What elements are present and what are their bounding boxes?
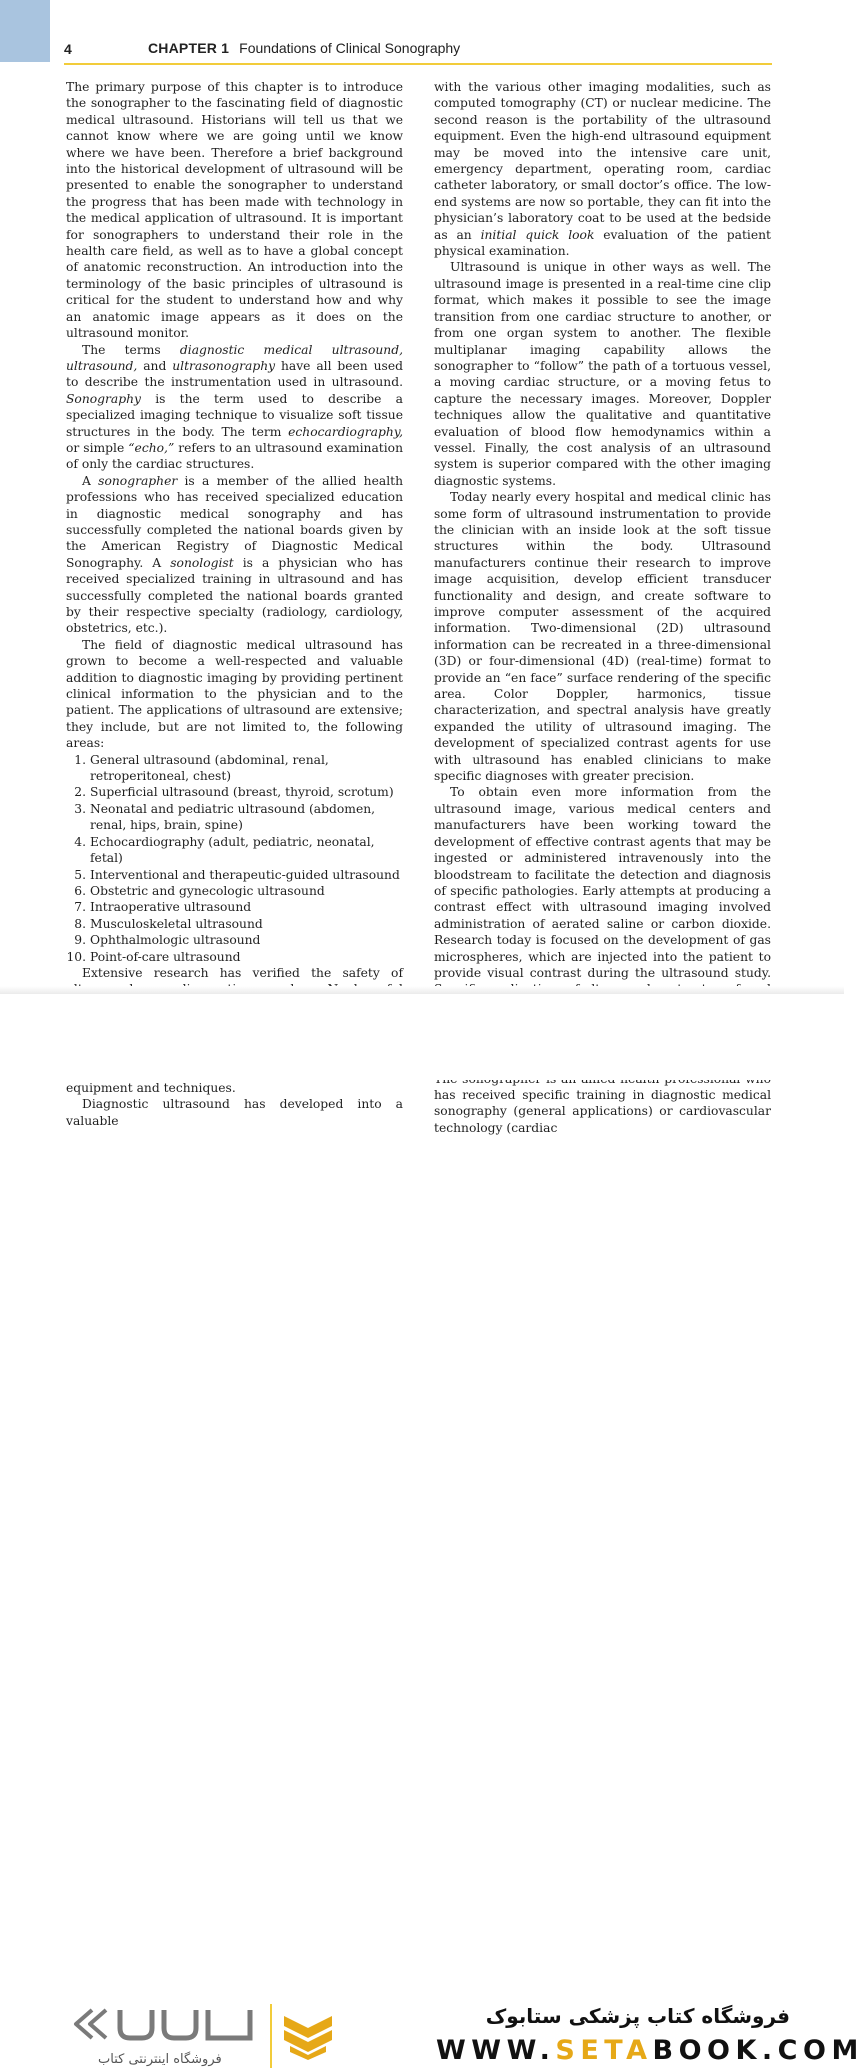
setabook-logo-icon xyxy=(70,2004,258,2044)
list-item-number: 2. xyxy=(74,785,86,800)
sonographer-definition-paragraph xyxy=(66,473,403,637)
text-run: or simple xyxy=(66,440,129,455)
chapter-title: Foundations of Clinical Sonography xyxy=(239,40,461,56)
modalities-paragraph xyxy=(434,79,771,259)
list-item xyxy=(66,801,403,834)
right-column xyxy=(434,79,771,1136)
list-item-number: 10. xyxy=(66,949,86,964)
left-column xyxy=(66,79,403,1129)
role-paragraph: has received specific training in diagnostic medical sonography (general applications) or cardiovascular technology (cardiac xyxy=(434,1087,771,1135)
list-item-text: Obstetric and gynecologic ultrasound xyxy=(90,883,325,898)
list-item-text: Point-of-care ultrasound xyxy=(90,949,241,964)
header-rule xyxy=(64,63,772,65)
list-item xyxy=(66,949,403,965)
text-run: A xyxy=(82,473,99,488)
url-accent: SETA xyxy=(555,2035,653,2066)
site-url xyxy=(436,2035,864,2066)
url-prefix: WWW. xyxy=(436,2035,556,2066)
list-item-text: Interventional and therapeutic-guided ultrasound xyxy=(90,867,400,882)
list-item xyxy=(66,752,403,785)
text-run: and xyxy=(137,358,173,373)
italic-term: “echo,” xyxy=(128,440,175,455)
list-item xyxy=(66,932,403,948)
contrast-paragraph: To obtain even more information from the ultrasound image, various medical centers and manufacturers have been working toward the development of effective contrast agents that may be ingested or administered intravenously into the bloodstream to facilitate the detection and diagnosis of specific pathologies. Early attempts at producing a contrast effect with ultrasound imaging involved administration of aerated saline or carbon dioxide. Research today is focused on the development of gas microspheres, which are injected into the patient to provide visual contrast during the ultrasound study. xyxy=(434,785,771,980)
text-run: is a member of the allied health professions who has received specialized education in diagnostic medical sonography and has successfully completed the national boards given by the American Registry of Diagnostic Medical Sonography. A xyxy=(66,473,403,570)
url-suffix: BOOK.COM xyxy=(652,2035,864,2066)
applications-list xyxy=(66,752,403,965)
text-run: evaluation of the patient physical examination. xyxy=(434,227,771,259)
applications-paragraph: The field of diagnostic medical ultrasound has grown to become a well-respected and valuable addition to diagnostic imaging by providing pertinent clinical information to the physician and to the patient. The applications of ultrasound are extensive; they include, but are not limited to, the following areas: xyxy=(66,637,403,751)
italic-term: Sonography xyxy=(66,391,141,406)
list-item-text: Intraoperative ultrasound xyxy=(90,900,252,915)
book-chevron-icon xyxy=(282,2010,334,2060)
list-item-number: 4. xyxy=(74,834,86,849)
corner-color-tab xyxy=(0,0,50,62)
list-item-text: Neonatal and pediatric ultrasound (abdomen, renal, hips, brain, spine) xyxy=(90,801,376,833)
page-number: 4 xyxy=(64,41,72,57)
list-item xyxy=(66,916,403,932)
safety-paragraph: Extensive research has verified the safety of equipment and techniques. xyxy=(66,965,403,1095)
text-run: The terms xyxy=(82,342,180,357)
unique-paragraph: Ultrasound is unique in other ways as well. The ultrasound image is presented in a real-time cine clip format, which makes it possible to see the image transition from one cardiac structure to another, or from one organ system to another. The flexible multiplanar imaging capability allows the sonographer to “follow” the path of a tortuous vessel, a moving cardiac structure, or a moving fetus to capture the necessary images. Moreover, Doppler techniques allow the qualitative and quantitative evaluation of blood flow hemodynamics within a vessel. Finally, the cost analysis of an ultrasound system is superior compared with the other imaging diagnostic systems. xyxy=(434,260,771,488)
italic-term: sonologist xyxy=(170,555,234,570)
list-item xyxy=(66,867,403,883)
list-item-text: Musculoskeletal ultrasound xyxy=(90,916,263,931)
terms-paragraph xyxy=(66,342,403,473)
list-item-number: 6. xyxy=(74,883,86,898)
chapter-label: CHAPTER 1 xyxy=(148,40,230,56)
text-run: is a physician who has received specialized training in ultrasound and has successfully completed the national boards granted by their respective specialty (radiology, cardiology, obstetrics, etc.). xyxy=(66,555,403,636)
list-item-number: 9. xyxy=(74,933,86,948)
italic-term: echocardiography, xyxy=(288,424,403,439)
logo-divider xyxy=(270,2004,272,2068)
text-run: refers to an ultrasound examination of only the cardiac structures. xyxy=(66,440,404,472)
list-item-number: 5. xyxy=(74,867,86,882)
valuable-paragraph: Diagnostic ultrasound has developed into a valuable xyxy=(66,1097,403,1128)
logo-subtitle: فروشگاه اینترنتی کتاب xyxy=(98,2052,222,2067)
running-header xyxy=(148,40,460,56)
list-item-number: 1. xyxy=(74,752,86,767)
list-item-text: Superficial ultrasound (breast, thyroid, scrotum) xyxy=(90,785,394,800)
list-item-number: 8. xyxy=(74,916,86,931)
instrumentation-paragraph: Today nearly every hospital and medical clinic has some form of ultrasound instrumentation to provide the clinician with an inside look at the soft tissue structures within the body. Ultrasound manufacturers continue their research to improve image acquisition, develop efficient transducer functionality and design, and create software to improve computer assessment of the acquired information. Two-dimensional (2D) ultrasound information can be recreated in a three-dimensional (3D) or four-dimensional (4D) (real-time) format to provide an “en face” surface rendering of the specific area. Color Doppler, harmonics, tissue characterization, and spectral analysis have greatly expanded the utility of ultrasound imaging. The development of specialized contrast agents for use with ultrasound has enabled clinicians to make specific diagnoses with greater precision. xyxy=(434,490,771,784)
shop-name: فروشگاه کتاب پزشکی ستابوک xyxy=(485,2004,790,2028)
italic-term: sonographer xyxy=(98,473,178,488)
italic-term: ultrasonography xyxy=(172,358,276,373)
list-item-number: 3. xyxy=(74,801,86,816)
italic-term: initial quick look xyxy=(480,227,595,242)
intro-paragraph: The primary purpose of this chapter is to introduce the sonographer to the fascinating field of diagnostic medical ultrasound. Historians will tell us that we cannot know where we are going until we know where we have been. Therefore a brief background into the historical development of ultrasound will be presented to enable the sonographer to understand the progress that has been made with technology in the medical application of ultrasound. It is important for sonographers to understand their role in the health care field, as well as to have a global concept of anatomic reconstruction. An introduction into the terminology of the basic principles of ultrasound is critical for the student to understand how and why an anatomic image appears as it does on the ultrasound monitor. xyxy=(66,80,403,341)
text-run: with the various other imaging modalities, such as computed tomography (CT) or nuclear medicine. The second reason is the portability of the ultrasound equipment. Even the high-end ultrasound equipment may be moved into the intensive care unit, emergency department, operating room, cardiac catheter laboratory, or small doctor’s office. The low-end systems are now so portable, they can fit into the physician’s laboratory coat to be used at the bedside as an xyxy=(434,80,771,242)
list-item xyxy=(66,899,403,915)
text-run: is the term used to describe a specialized imaging technique to visualize soft tissue structures in the body. The term xyxy=(66,391,403,439)
list-item-text: General ultrasound (abdominal, renal, retroperitoneal, chest) xyxy=(90,752,329,784)
list-item xyxy=(66,883,403,899)
list-item xyxy=(66,784,403,800)
text-run: have all been used to describe the instrumentation used in ultrasound. xyxy=(66,358,403,390)
list-item xyxy=(66,834,403,867)
list-item-text: Ophthalmologic ultrasound xyxy=(90,933,261,948)
italic-term: diagnostic medical ultrasound, ultrasound, xyxy=(66,342,403,373)
list-item-text: Echocardiography (adult, pediatric, neonatal, fetal) xyxy=(90,834,375,866)
list-item-number: 7. xyxy=(74,900,86,915)
